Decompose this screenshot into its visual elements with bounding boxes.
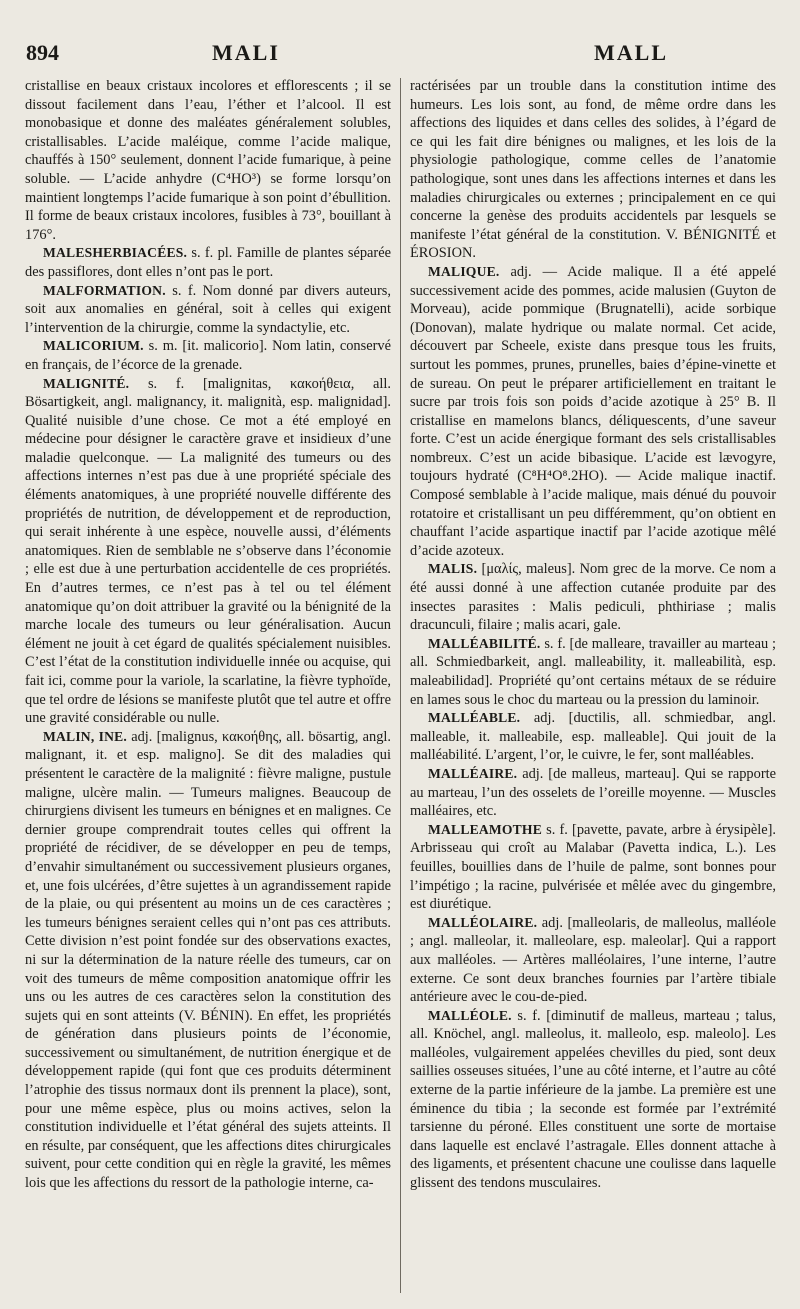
entry-malleamothe xyxy=(410,821,776,914)
definition: s. m. [it. malicorio]. Nom latin, conservé en français, de l’écorce de la grenade. xyxy=(25,338,391,373)
headword: MALIGNITÉ. xyxy=(43,375,130,391)
entry-malformation xyxy=(25,282,391,338)
definition: [μαλίς, maleus]. Nom grec de la morve. Ce nom a été aussi donné à une affection cutanée produite par des insectes parasites : Malis pediculi, phthiriase ; malis dracunculi, filaire ; malis acari, gale. xyxy=(410,561,776,634)
entry-malleolaire xyxy=(410,914,776,1007)
headword: MALLEAMOTHE xyxy=(428,821,542,837)
column-divider xyxy=(400,78,401,1293)
definition: s. f. [malignitas, κακοήθεια, all. Bösartigkeit, angl. malignancy, it. malignità, esp. malignidad]. Qualité nuisible d’une chose. Ce mot a été employé en médecine pour désigner le caractère grave et insidieux d’une maladie quelconque. — La malignité des tumeurs ou des affections internes n’est pas due à une propriété spéciale des éléments anatomiques, à une propriété nouvelle différente des propriétés de nutrition, de développement et de reproduction, qui serait inhérente à une espèce, nouvelle aussi, d’éléments anatomiques. Rien de semblable ne s’observe dans l’économie ; elle est due à une perturbation accidentelle de ces propriétés. En d’autres termes, ce n’est pas à tel ou tel élément anatomique qu’on doit attribuer la gravité ou la bénignité de la marche locale des tumeurs ou leur généralisation. Aucun élément ne jouit à cet égard de qualités spécialement nuisibles. C’est l’état de la constitution individuelle innée ou acquise, qui fait ici, comme pour la variole, la scarlatine, la fièvre typhoïde, que tel ordre de lésions se manifeste plutôt que tel autre et offre une gravité considérable ou nulle. xyxy=(25,375,391,727)
headword: MALLÉOLE. xyxy=(428,1007,512,1023)
definition: s. f. [pavette, pavate, arbre à érysipèle]. Arbrisseau qui croît au Malabar (Pavetta indica, L.). Les feuilles, bouillies dans de l’huile de palme, sont bonnes pour l’impétigo ; la racine, pulvérisée et mêlée avec du gingembre, est diurétique. xyxy=(410,821,776,913)
entry-malicorium xyxy=(25,337,391,374)
entry-malleable xyxy=(410,709,776,765)
entry-malin xyxy=(25,728,391,1193)
headword: MALIQUE. xyxy=(428,263,500,279)
entry-malleabilite xyxy=(410,635,776,709)
definition: s. f. [de malleare, travailler au marteau ; all. Schmiedbarkeit, angl. malleability, it. malleabilità, esp. maleabilidad]. Propriété qu’ont certains métaux de se réduire en lames sous le choc du marteau ou la pression du laminoir. xyxy=(410,635,776,708)
definition: adj. [malignus, κακοήθης, all. bösartig, angl. malignant, it. et esp. maligno]. Se dit des maladies qui présentent le caractère de la malignité : fièvre maligne, pustule maligne, ulcère malin. — Tumeurs malignes. Beaucoup de chirurgiens divisent les tumeurs en bénignes et en malignes. Ce dernier groupe comprendrait toutes celles qui offrent la propriété de récidiver, de se développer en peu de temps, d’envahir simultanément ou successivement plusieurs organes, et, une fois ulcérées, d’être sujettes à un agrandissement rapide de la plaie, ou qui présentent au moins un de ces caractères ; les tumeurs bénignes seraient celles qui n’ont pas ces attributs. Cette division n’est point fondée sur des observations exactes, ni sur la détermination de la nature réelle des tumeurs, car on voit des tumeurs de même composition anatomique offrir les uns ou les autres de ces caractères selon la constitution des sujets qui en sont atteints (V. BÉNIN). En effet, les propriétés de génération dans plusieurs points de l’économie, successivement ou simultanément, de nutrition énergique et de développement rapide (qui font que ces produits déterminent l’atrophie des tissus normaux dont ils prennent la place), sont, pour une même espèce, plus ou moins actives, selon la constitution individuelle et l’état général des sujets atteints. Il en résulte, par conséquent, que les affections dites chirurgicales suivent, pour cette condition qui en règle la gravité, les mêmes lois que les affections du ressort de la pathologie interne, ca- xyxy=(25,728,391,1192)
headword: MALLÉABLE. xyxy=(428,710,521,726)
entry-malique xyxy=(410,263,776,561)
entry-malignite xyxy=(25,375,391,728)
definition: s. f. [diminutif de malleus, marteau ; talus, all. Knöchel, angl. malleolus, it. malleolo, esp. maleolo]. Les malléoles, vulgairement appelées chevilles du pied, sont deux saillies osseuses situées, l’une au côté interne, et l’autre au côté externe de la partie inférieure de la jambe. La première est une éminence du tibia ; la seconde est formée par l’extrémité tarsienne du péroné. Elles constituent une sorte de mortaise dans laquelle est enclavé l’astragale. Elles donnent attache à des ligaments, et présentent chacune une coulisse dans laquelle glissent des tendons musculaires. xyxy=(410,1007,776,1192)
right-continuation-paragraph: ractérisées par un trouble dans la constitution intime des humeurs. Les lois sont, au fond, de même ordre dans les affections des liquides et dans celles des solides, à l’égard de ce qui les fait dire bénignes ou malignes, et les lois de la physiologie pathologique, comme celles de l’anatomie pathologique, sont unes dans les affections internes et dans les maladies chirurgicales ou externes ; principalement en ce qui concerne la genèse des produits accidentels par lesquels se manifeste l’état général de la constitution. V. BÉNIGNITÉ et ÉROSION. xyxy=(410,78,776,262)
entry-malleaire xyxy=(410,765,776,821)
left-column xyxy=(25,77,391,1295)
definition: adj. [malleolaris, de malleolus, malléole ; angl. malleolar, it. malleolare, esp. maleolar]. Qui a rapport aux malléoles. — Artères malléolaires, l’une interne, l’autre externe. Ce sont deux branches fournies par l’artère tibiale antérieure avec le cou-de-pied. xyxy=(410,914,776,1006)
right-column xyxy=(410,77,776,1295)
definition: adj. [de malleus, marteau]. Qui se rapporte au marteau, l’un des osselets de l’oreille moyenne. — Muscles malléaires, etc. xyxy=(410,765,776,820)
definition: adj. [ductilis, all. schmiedbar, angl. malleable, it. malleabile, esp. malleable]. Qui jouit de la malléabilité. L’argent, l’or, le cuivre, le fer, sont malléables. xyxy=(410,710,776,764)
definition: s. f. Nom donné par divers auteurs, soit aux anomalies en général, soit à celles qui exigent l’intervention de la chirurgie, comme la syndactylie, etc. xyxy=(25,282,391,336)
entry-malleole xyxy=(410,1007,776,1193)
headword: MALIS. xyxy=(428,561,478,577)
page-number: 894 xyxy=(26,40,59,65)
headword: MALFORMATION. xyxy=(43,282,166,298)
entry-malesherbiacees xyxy=(25,244,391,281)
headword: MALLÉAIRE. xyxy=(428,765,518,781)
headword: MALLÉOLAIRE. xyxy=(428,914,538,930)
running-head xyxy=(26,40,774,70)
headword: MALESHERBIACÉES. xyxy=(43,245,188,261)
headword: MALIN, INE. xyxy=(43,728,128,744)
left-running-heading: MALI xyxy=(212,40,280,65)
definition: adj. — Acide malique. Il a été appelé successivement acide des pommes, acide malusien (Guyton de Morveau), acide pommique (Brugnatelli), acide sorbique (Donovan), malate hydrique ou malate normal. Cet acide, découvert par Scheele, existe dans presque tous les fruits, surtout les pommes, prunes, prunelles, baies d’épine-vinette et de sureau. On peut le préparer artificiellement en traitant le sucre par trois fois son poids d’acide azotique à 25° B. Il cristallise en mamelons blancs, déliquescents, d’une saveur forte. C’est un acide énergique formant des sels cristallisables nombreux. C’est un acide bibasique. L’acide est lævogyre, toujours hydraté (C⁸H⁴O⁸.2HO). — Acide malique inactif. Composé semblable à l’acide malique, mais dénué du pouvoir rotatoire et cristallisant un peu différemment, qu’on obtient en chauffant l’acide aspartique inactif par l’acide azotique mêlé d’acide azoteux. xyxy=(410,263,776,559)
definition: s. f. pl. Famille de plantes séparée des passiflores, dont elles n’ont pas le port. xyxy=(25,245,391,280)
right-running-heading: MALL xyxy=(594,40,668,65)
left-continuation-paragraph: cristallise en beaux cristaux incolores et efflorescents ; il se dissout facilement dans l’eau, l’éther et l’alcool. Il est monobasique et donne des maléates généralement solubles, cristallisables. L’acide maléique, comme l’acide malique, chauffés à 150° seulement, donnent l’acide fumarique, à peine soluble. — L’acide anhydre (C⁴HO³) se forme lorsqu’on maintient longtemps l’acide fumarique à son point d’ébullition. Il forme de beaux cristaux incolores, fusibles à 73°, bouillant à 176°. xyxy=(25,78,391,243)
headword: MALLÉABILITÉ. xyxy=(428,635,541,651)
entry-malis xyxy=(410,560,776,634)
headword: MALICORIUM. xyxy=(43,338,144,354)
